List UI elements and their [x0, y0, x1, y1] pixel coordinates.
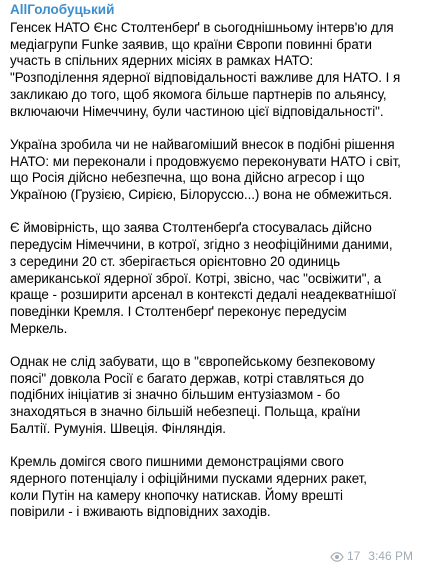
text-line: повірили - і вживають відповідних заходів.	[10, 504, 271, 520]
paragraph	[10, 220, 415, 337]
text-line: краще - розширити арсенал в контексті дедалі неадекватнішої	[10, 287, 397, 303]
views-count: 17	[346, 549, 361, 563]
text-line: ядерного потенціалу і офіційними пусками ядерних ракет,	[10, 470, 367, 486]
post-text	[10, 20, 415, 521]
paragraph-gap	[10, 438, 415, 455]
text-line: Генсек НАТО Єнс Столтенберґ в сьогоднішньому інтерв'ю для	[10, 20, 394, 35]
text-line: НАТО: ми переконали і продовжуємо переконувати НАТО і світ,	[10, 153, 401, 169]
text-line: Україна зробила чи не найвагоміший внесок в подібні рішення	[10, 136, 395, 152]
post-meta	[326, 549, 413, 563]
paragraph-gap	[10, 337, 415, 354]
paragraph	[10, 354, 415, 438]
text-line: знаходяться в значно більшій небезпеці. Польща, країни	[10, 404, 361, 420]
eye-icon	[330, 551, 344, 561]
channel-name[interactable]: AllГолобуцький	[10, 2, 115, 17]
text-line: участь в спільних ядерних місіях в рамках НАТО:	[10, 53, 314, 69]
text-line: подібних ініціатив зі значно більшим ентузіазмом - бо	[10, 387, 340, 403]
text-line: що Росія дійсно небезпечна, що вона дійсно агресор і що	[10, 170, 365, 186]
text-line: Балтії. Румунія. Швеція. Фінляндія.	[10, 420, 226, 436]
text-line: включаючи Німеччину, були частиною цієї відповідальності".	[10, 103, 384, 119]
text-line: Україною (Грузією, Сирією, Білоруссю...) вона не обмежиться.	[10, 187, 393, 203]
text-line: передусім Німеччини, в котрої, згідно з неофіційними даними,	[10, 237, 393, 253]
text-line: Кремль домігся свого пишними демонстраціями свого	[10, 454, 344, 470]
text-line: закликаю до того, щоб якомога більше партнерів по альянсу,	[10, 86, 387, 102]
post-time: 3:46 PM	[368, 549, 413, 563]
text-line: Однак не слід забувати, що в "європейському безпековому	[10, 354, 375, 370]
paragraph-gap	[10, 204, 415, 221]
text-line: поясі" довкола Росії є багато держав, котрі ставляться до	[10, 370, 365, 386]
paragraph	[10, 20, 415, 120]
text-line: "Розподілення ядерної відповідальності важливе для НАТО. І я	[10, 70, 401, 86]
paragraph-gap	[10, 120, 415, 137]
text-line: медіагрупи Funke заявив, що країни Європи повинні брати	[10, 36, 372, 52]
text-line: американської ядерної зброї. Котрі, звісно, час "освіжити", а	[10, 270, 382, 286]
text-line: Меркель.	[10, 320, 68, 336]
text-line: Є ймовірність, що заява Столтенберґа стосувалась дійсно	[10, 220, 372, 236]
text-line: з середини 20 ст. зберігається орієнтовно 20 одиниць	[10, 253, 341, 269]
paragraph	[10, 137, 415, 204]
text-line: коли Путін на камеру кнопочку натискав. Йому врешті	[10, 487, 343, 503]
paragraph	[10, 454, 415, 521]
text-line: поведінки Кремля. І Столтенберґ переконує передусім	[10, 303, 347, 319]
